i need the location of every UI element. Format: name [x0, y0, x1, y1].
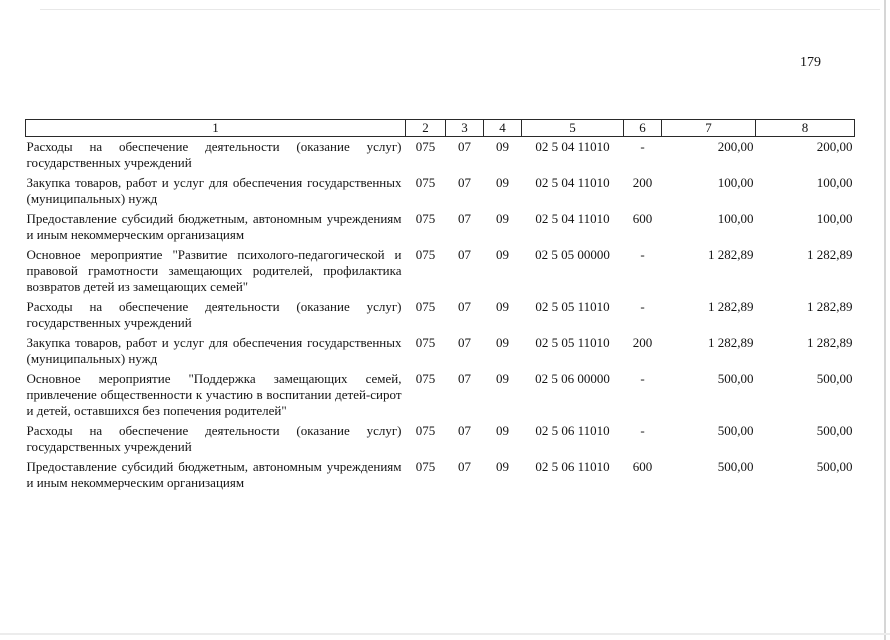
- row-description: Закупка товаров, работ и услуг для обеспечения государственных (муниципальных) нужд: [26, 335, 402, 366]
- row-amount-7: 500,00: [717, 371, 754, 386]
- row-amount-7: 200,00: [717, 139, 754, 154]
- row-amount-7: 1 282,89: [708, 335, 754, 350]
- row-target-article: 02 5 06 11010: [535, 459, 610, 474]
- row-amount-8: 500,00: [816, 459, 853, 474]
- row-target-article: 02 5 05 11010: [535, 335, 610, 350]
- row-subsection: 09: [496, 211, 509, 226]
- table-row: [26, 421, 855, 457]
- header-col-1: 1: [26, 120, 406, 137]
- row-expense-type: -: [640, 247, 645, 262]
- row-amount-7: 100,00: [717, 175, 754, 190]
- table-row: [26, 333, 855, 369]
- row-amount-7: 500,00: [717, 423, 754, 438]
- scan-artifact-edge: [884, 0, 886, 640]
- table-body: [26, 137, 855, 494]
- header-col-7: 7: [662, 120, 756, 137]
- row-subsection: 09: [496, 299, 509, 314]
- row-ministry-code: 075: [415, 175, 436, 190]
- row-subsection: 09: [496, 335, 509, 350]
- row-expense-type: 600: [632, 211, 653, 226]
- row-section: 07: [458, 139, 471, 154]
- row-expense-type: -: [640, 139, 645, 154]
- row-target-article: 02 5 04 11010: [535, 211, 610, 226]
- header-col-4: 4: [484, 120, 522, 137]
- row-target-article: 02 5 06 00000: [535, 371, 610, 386]
- row-ministry-code: 075: [415, 371, 436, 386]
- row-ministry-code: 075: [415, 335, 436, 350]
- table-row: [26, 457, 855, 493]
- row-target-article: 02 5 06 11010: [535, 423, 610, 438]
- row-description: Расходы на обеспечение деятельности (оказание услуг) государственных учреждений: [26, 139, 402, 170]
- table-row: [26, 369, 855, 421]
- row-section: 07: [458, 211, 471, 226]
- budget-table: [25, 119, 855, 493]
- header-col-5: 5: [522, 120, 624, 137]
- row-amount-8: 500,00: [816, 371, 853, 386]
- table-header: [26, 120, 855, 137]
- table-row: [26, 209, 855, 245]
- row-description: Основное мероприятие "Развитие психолого-педагогической и правовой грамотности замещающих родителей, профилактика возвратов детей из замещающих семей": [26, 247, 402, 294]
- row-description: Предоставление субсидий бюджетным, автономным учреждениям и иным некоммерческим организациям: [26, 211, 402, 242]
- page-number: 179: [800, 55, 821, 70]
- row-subsection: 09: [496, 371, 509, 386]
- row-amount-8: 1 282,89: [807, 299, 853, 314]
- row-ministry-code: 075: [415, 211, 436, 226]
- header-col-2: 2: [406, 120, 446, 137]
- row-ministry-code: 075: [415, 459, 436, 474]
- row-subsection: 09: [496, 423, 509, 438]
- row-amount-7: 100,00: [717, 211, 754, 226]
- row-ministry-code: 075: [415, 423, 436, 438]
- row-amount-8: 100,00: [816, 211, 853, 226]
- row-target-article: 02 5 04 11010: [535, 175, 610, 190]
- table-row: [26, 173, 855, 209]
- row-ministry-code: 075: [415, 139, 436, 154]
- row-subsection: 09: [496, 247, 509, 262]
- row-section: 07: [458, 335, 471, 350]
- row-description: Расходы на обеспечение деятельности (оказание услуг) государственных учреждений: [26, 299, 402, 330]
- scan-artifact-top: [40, 9, 880, 10]
- row-ministry-code: 075: [415, 247, 436, 262]
- row-description: Закупка товаров, работ и услуг для обеспечения государственных (муниципальных) нужд: [26, 175, 402, 206]
- row-subsection: 09: [496, 459, 509, 474]
- row-target-article: 02 5 04 11010: [535, 139, 610, 154]
- row-expense-type: -: [640, 423, 645, 438]
- table-row: [26, 297, 855, 333]
- row-expense-type: 200: [632, 175, 653, 190]
- header-row: [26, 120, 855, 137]
- row-amount-8: 1 282,89: [807, 335, 853, 350]
- row-section: 07: [458, 175, 471, 190]
- header-col-8: 8: [756, 120, 855, 137]
- row-target-article: 02 5 05 11010: [535, 299, 610, 314]
- row-section: 07: [458, 247, 471, 262]
- row-amount-8: 1 282,89: [807, 247, 853, 262]
- row-description: Предоставление субсидий бюджетным, автономным учреждениям и иным некоммерческим организациям: [26, 459, 402, 490]
- row-target-article: 02 5 05 00000: [535, 247, 610, 262]
- row-amount-8: 100,00: [816, 175, 853, 190]
- scan-artifact-bottom: [0, 633, 890, 635]
- row-section: 07: [458, 423, 471, 438]
- header-col-3: 3: [446, 120, 484, 137]
- row-expense-type: 600: [632, 459, 653, 474]
- row-section: 07: [458, 371, 471, 386]
- row-amount-7: 1 282,89: [708, 247, 754, 262]
- row-expense-type: -: [640, 371, 645, 386]
- row-description: Основное мероприятие "Поддержка замещающих семей, привлечение общественности к участию в воспитании детей-сирот и детей, оставшихся без попечения родителей": [26, 371, 402, 418]
- row-subsection: 09: [496, 139, 509, 154]
- row-section: 07: [458, 459, 471, 474]
- row-ministry-code: 075: [415, 299, 436, 314]
- table-row: [26, 245, 855, 297]
- row-expense-type: -: [640, 299, 645, 314]
- row-amount-7: 1 282,89: [708, 299, 754, 314]
- header-col-6: 6: [624, 120, 662, 137]
- table-row: [26, 137, 855, 174]
- row-subsection: 09: [496, 175, 509, 190]
- row-amount-8: 500,00: [816, 423, 853, 438]
- row-expense-type: 200: [632, 335, 653, 350]
- row-amount-8: 200,00: [816, 139, 853, 154]
- row-description: Расходы на обеспечение деятельности (оказание услуг) государственных учреждений: [26, 423, 402, 454]
- row-section: 07: [458, 299, 471, 314]
- row-amount-7: 500,00: [717, 459, 754, 474]
